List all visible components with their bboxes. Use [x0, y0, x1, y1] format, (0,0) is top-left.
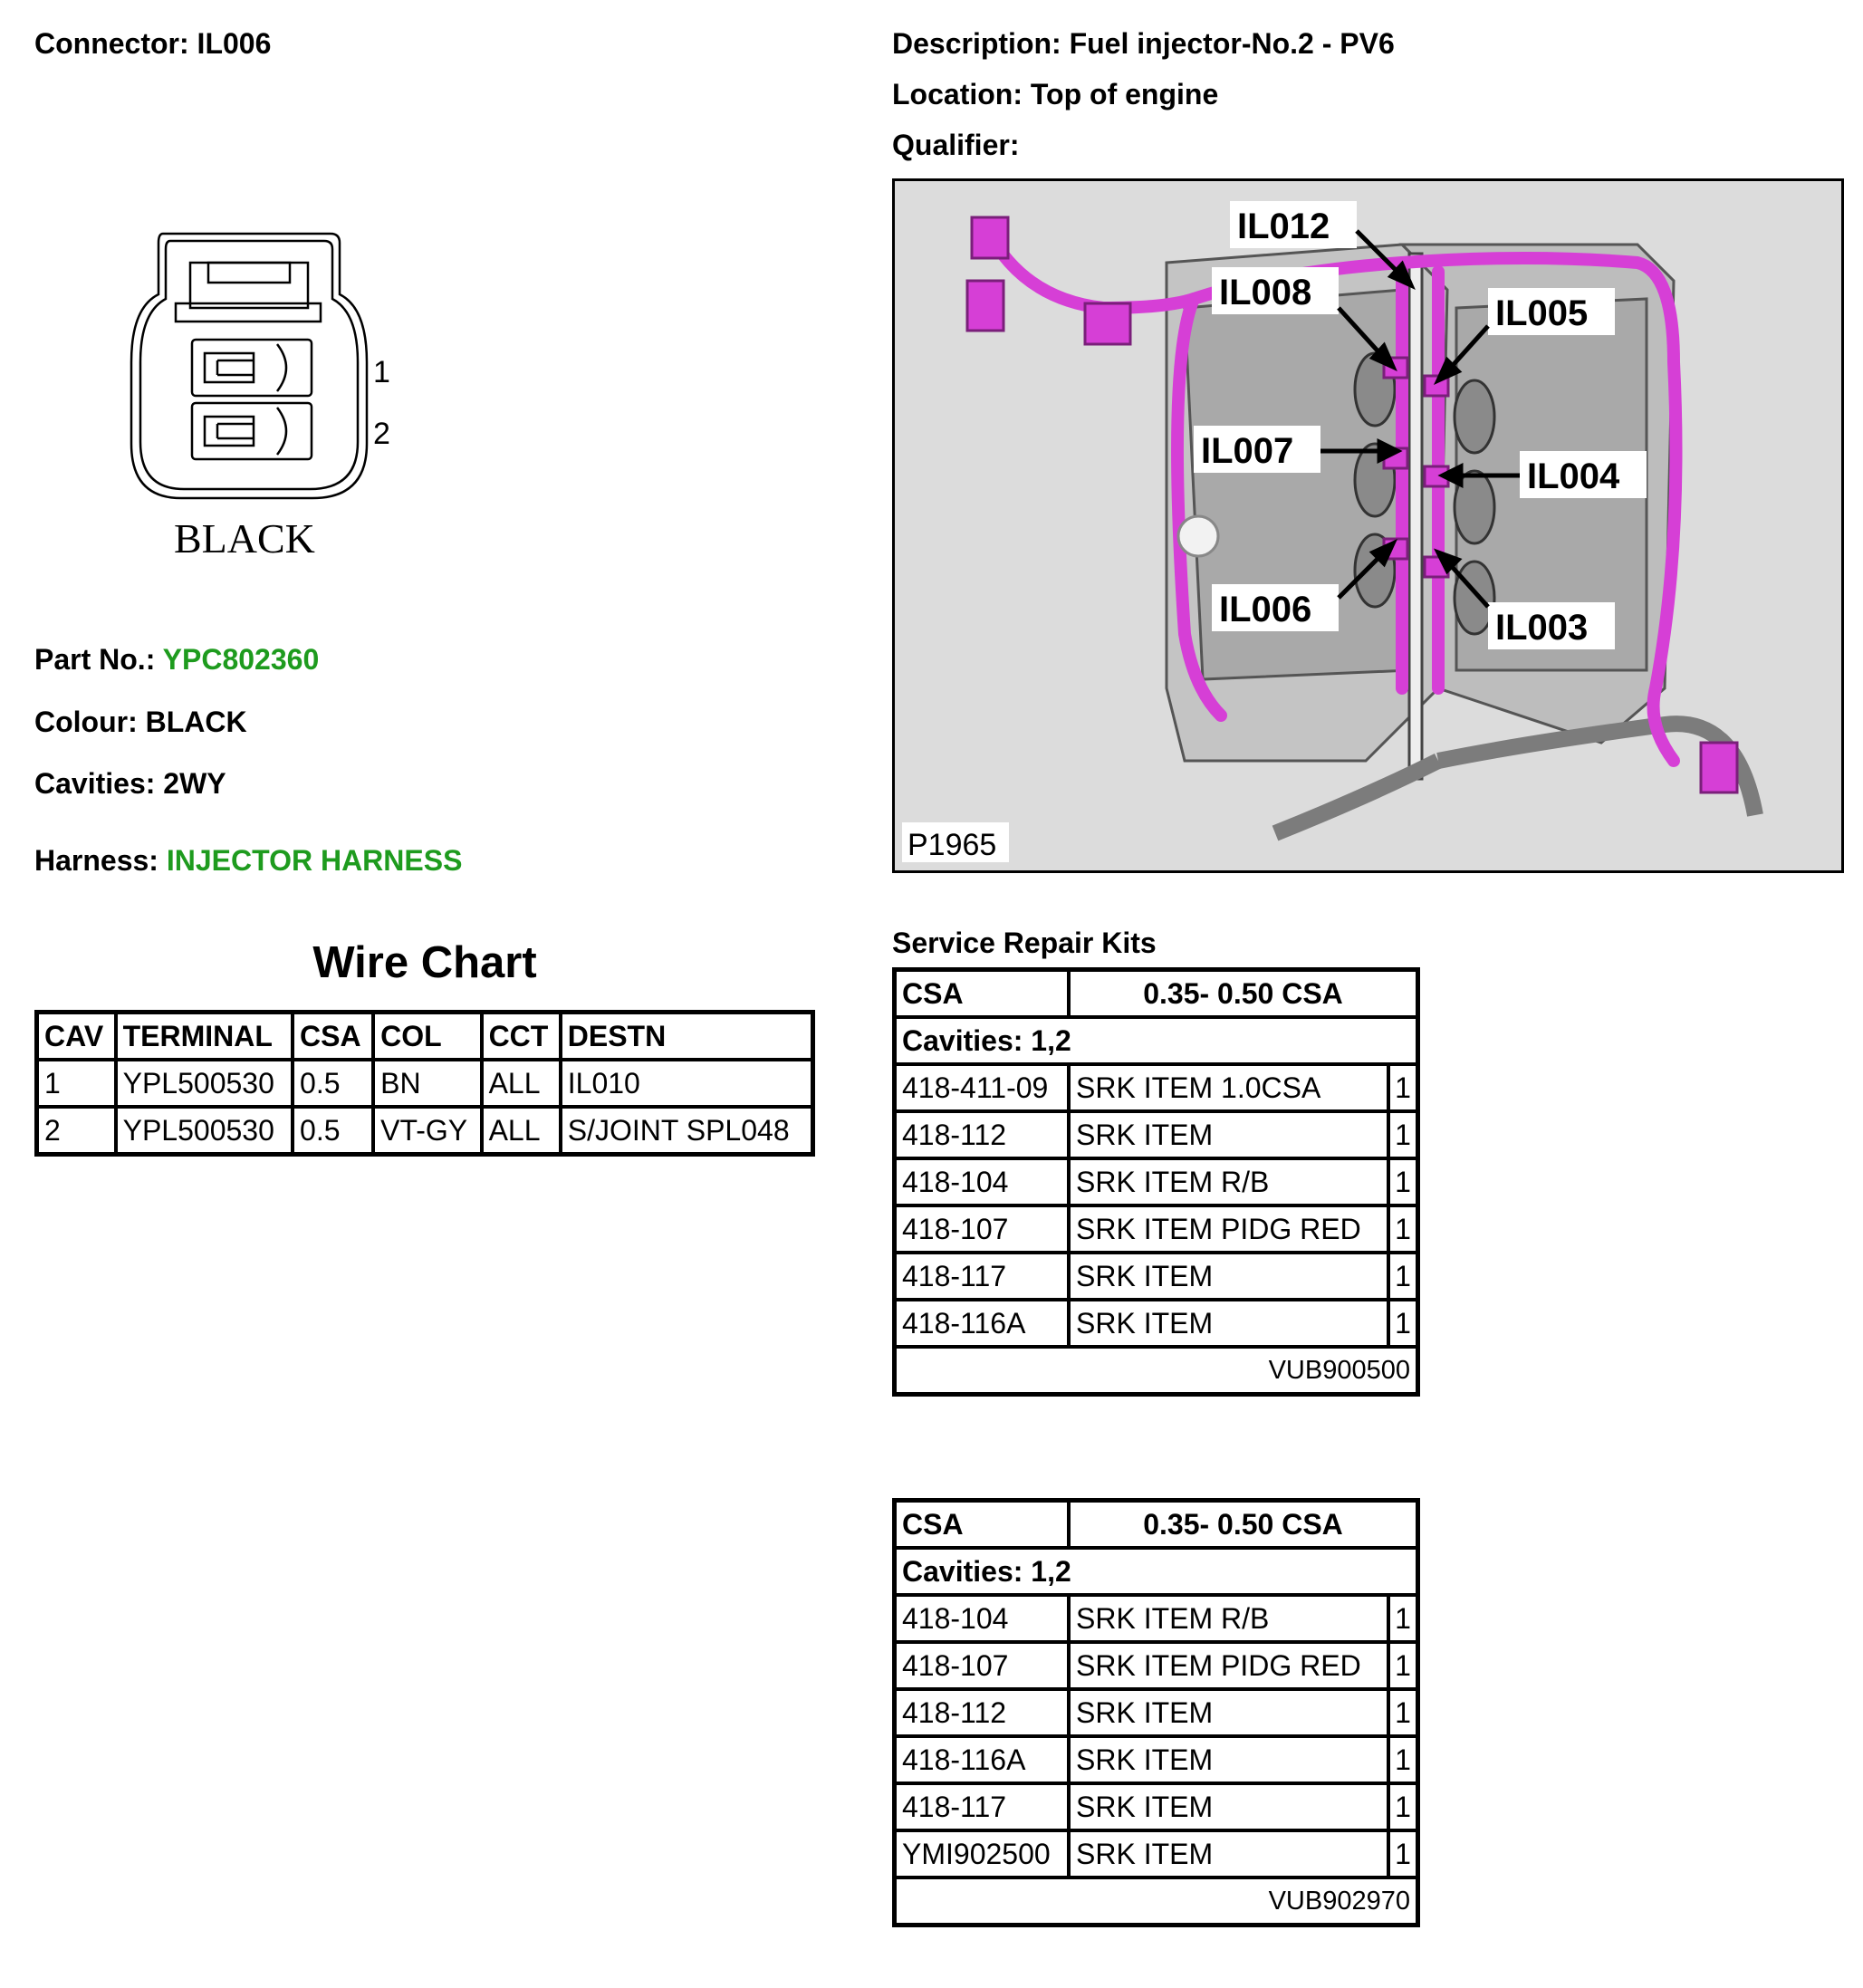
kit-csa-value: 0.35- 0.50 CSA [1069, 1501, 1418, 1549]
callout-il008: IL008 [1219, 273, 1312, 312]
kit-number: VUB902970 [895, 1878, 1418, 1926]
col-header-col: COL [373, 1013, 481, 1061]
description-label: Description: [892, 27, 1061, 60]
engine-illustration [895, 181, 1841, 870]
kit-item-qty: 1 [1388, 1595, 1418, 1642]
kit-item-desc: SRK ITEM [1069, 1111, 1388, 1158]
table-row [895, 1642, 1418, 1689]
table-row [895, 1300, 1418, 1347]
callout-il004: IL004 [1527, 456, 1620, 496]
terminal-cell: YPL500530 [116, 1060, 293, 1107]
callout-il003: IL003 [1495, 608, 1589, 648]
kit-csa-value: 0.35- 0.50 CSA [1069, 970, 1418, 1018]
kit-item-part: 418-116A [895, 1300, 1070, 1347]
csa-cell: 0.5 [293, 1107, 373, 1155]
callout-il012: IL012 [1237, 206, 1330, 246]
cct-cell: ALL [482, 1107, 561, 1155]
kit-csa-label: CSA [895, 970, 1070, 1018]
kit-item-qty: 1 [1388, 1205, 1418, 1253]
kit-item-part: 418-117 [895, 1783, 1070, 1830]
table-row [895, 1830, 1418, 1878]
table-row [895, 1205, 1418, 1253]
qualifier-line [892, 129, 1019, 162]
table-row [895, 1689, 1418, 1736]
callout-il007: IL007 [1201, 431, 1294, 471]
col-header-destn: DESTN [561, 1013, 813, 1061]
cavities-value: 2WY [163, 767, 226, 800]
kit-item-desc: SRK ITEM R/B [1069, 1595, 1388, 1642]
kit-item-part: 418-117 [895, 1253, 1070, 1300]
kit-item-qty: 1 [1388, 1689, 1418, 1736]
kit-item-part: 418-107 [895, 1642, 1070, 1689]
col-header-cav: CAV [37, 1013, 116, 1061]
kit-number: VUB900500 [895, 1347, 1418, 1395]
kit-item-qty: 1 [1388, 1830, 1418, 1878]
table-row [895, 1111, 1418, 1158]
table-row [37, 1060, 813, 1107]
kit-item-part: 418-116A [895, 1736, 1070, 1783]
connector-colour-text: BLACK [174, 515, 315, 562]
kit-item-part: 418-411-09 [895, 1064, 1070, 1111]
kit-item-qty: 1 [1388, 1253, 1418, 1300]
cav-cell: 2 [37, 1107, 116, 1155]
connector-face-diagram [118, 226, 417, 571]
kit-item-desc: SRK ITEM [1069, 1830, 1388, 1878]
cct-cell: ALL [482, 1060, 561, 1107]
harness-link[interactable]: INJECTOR HARNESS [166, 844, 463, 877]
kit-cavities: Cavities: 1,2 [895, 1548, 1418, 1595]
wire-chart-header-row [37, 1013, 813, 1061]
wire-chart-title: Wire Chart [312, 938, 537, 987]
connector-heading [34, 27, 271, 61]
kit-csa-label: CSA [895, 1501, 1070, 1549]
qualifier-label: Qualifier: [892, 129, 1020, 161]
pin-2-label: 2 [373, 417, 390, 451]
connector-label: Connector: [34, 27, 189, 60]
figure-id: P1965 [907, 828, 997, 862]
terminal-cell: YPL500530 [116, 1107, 293, 1155]
kit-item-desc: SRK ITEM PIDG RED [1069, 1205, 1388, 1253]
pin-1-label: 1 [373, 355, 390, 389]
location-value: Top of engine [1030, 78, 1219, 110]
table-row [895, 1783, 1418, 1830]
connector-value: IL006 [197, 27, 272, 60]
cav-cell: 1 [37, 1060, 116, 1107]
description-line [892, 27, 1395, 61]
description-value: Fuel injector-No.2 - PV6 [1069, 27, 1395, 60]
kit-item-part: 418-107 [895, 1205, 1070, 1253]
table-row [895, 1595, 1418, 1642]
table-row [895, 1736, 1418, 1783]
harness-label: Harness: [34, 844, 158, 877]
kit-item-desc: SRK ITEM [1069, 1300, 1388, 1347]
part-label: Part No.: [34, 643, 156, 676]
kit-item-desc: SRK ITEM 1.0CSA [1069, 1064, 1388, 1111]
col-header-csa: CSA [293, 1013, 373, 1061]
colour-value: BLACK [145, 706, 247, 738]
kit-item-qty: 1 [1388, 1783, 1418, 1830]
kit-item-desc: SRK ITEM [1069, 1736, 1388, 1783]
kit-item-desc: SRK ITEM [1069, 1253, 1388, 1300]
kit-item-qty: 1 [1388, 1111, 1418, 1158]
kit-cavities: Cavities: 1,2 [895, 1017, 1418, 1064]
wire-chart-table [34, 1010, 815, 1157]
kit-item-qty: 1 [1388, 1300, 1418, 1347]
kit-item-part: 418-104 [895, 1158, 1070, 1205]
kit-item-part: 418-112 [895, 1111, 1070, 1158]
kit-item-desc: SRK ITEM [1069, 1783, 1388, 1830]
col-header-terminal: TERMINAL [116, 1013, 293, 1061]
col-header-cct: CCT [482, 1013, 561, 1061]
csa-cell: 0.5 [293, 1060, 373, 1107]
cavities-line [34, 767, 226, 801]
location-label: Location: [892, 78, 1023, 110]
part-number-line [34, 643, 319, 677]
destn-cell: S/JOINT SPL048 [561, 1107, 813, 1155]
kit-item-part: YMI902500 [895, 1830, 1070, 1878]
kit-item-desc: SRK ITEM [1069, 1689, 1388, 1736]
callout-il006: IL006 [1219, 590, 1312, 629]
kit-item-part: 418-104 [895, 1595, 1070, 1642]
colour-label: Colour: [34, 706, 138, 738]
table-row [37, 1107, 813, 1155]
colour-cell: BN [373, 1060, 481, 1107]
callout-il005: IL005 [1495, 293, 1589, 333]
table-row [895, 1064, 1418, 1111]
location-line [892, 78, 1218, 111]
kit-item-qty: 1 [1388, 1736, 1418, 1783]
service-kits-title: Service Repair Kits [892, 927, 1157, 959]
kit-item-desc: SRK ITEM R/B [1069, 1158, 1388, 1205]
table-row [895, 1253, 1418, 1300]
destn-cell: IL010 [561, 1060, 813, 1107]
kit-item-part: 418-112 [895, 1689, 1070, 1736]
cavities-label: Cavities: [34, 767, 156, 800]
service-kit-table-2 [892, 1498, 1420, 1927]
kit-item-qty: 1 [1388, 1064, 1418, 1111]
colour-line [34, 706, 247, 739]
kit-item-desc: SRK ITEM PIDG RED [1069, 1642, 1388, 1689]
engine-location-image [892, 178, 1844, 873]
harness-line [34, 844, 462, 878]
kit-item-qty: 1 [1388, 1158, 1418, 1205]
kit-item-qty: 1 [1388, 1642, 1418, 1689]
part-number-link[interactable]: YPC802360 [162, 643, 320, 676]
table-row [895, 1158, 1418, 1205]
service-kit-table-1 [892, 967, 1420, 1397]
colour-cell: VT-GY [373, 1107, 481, 1155]
